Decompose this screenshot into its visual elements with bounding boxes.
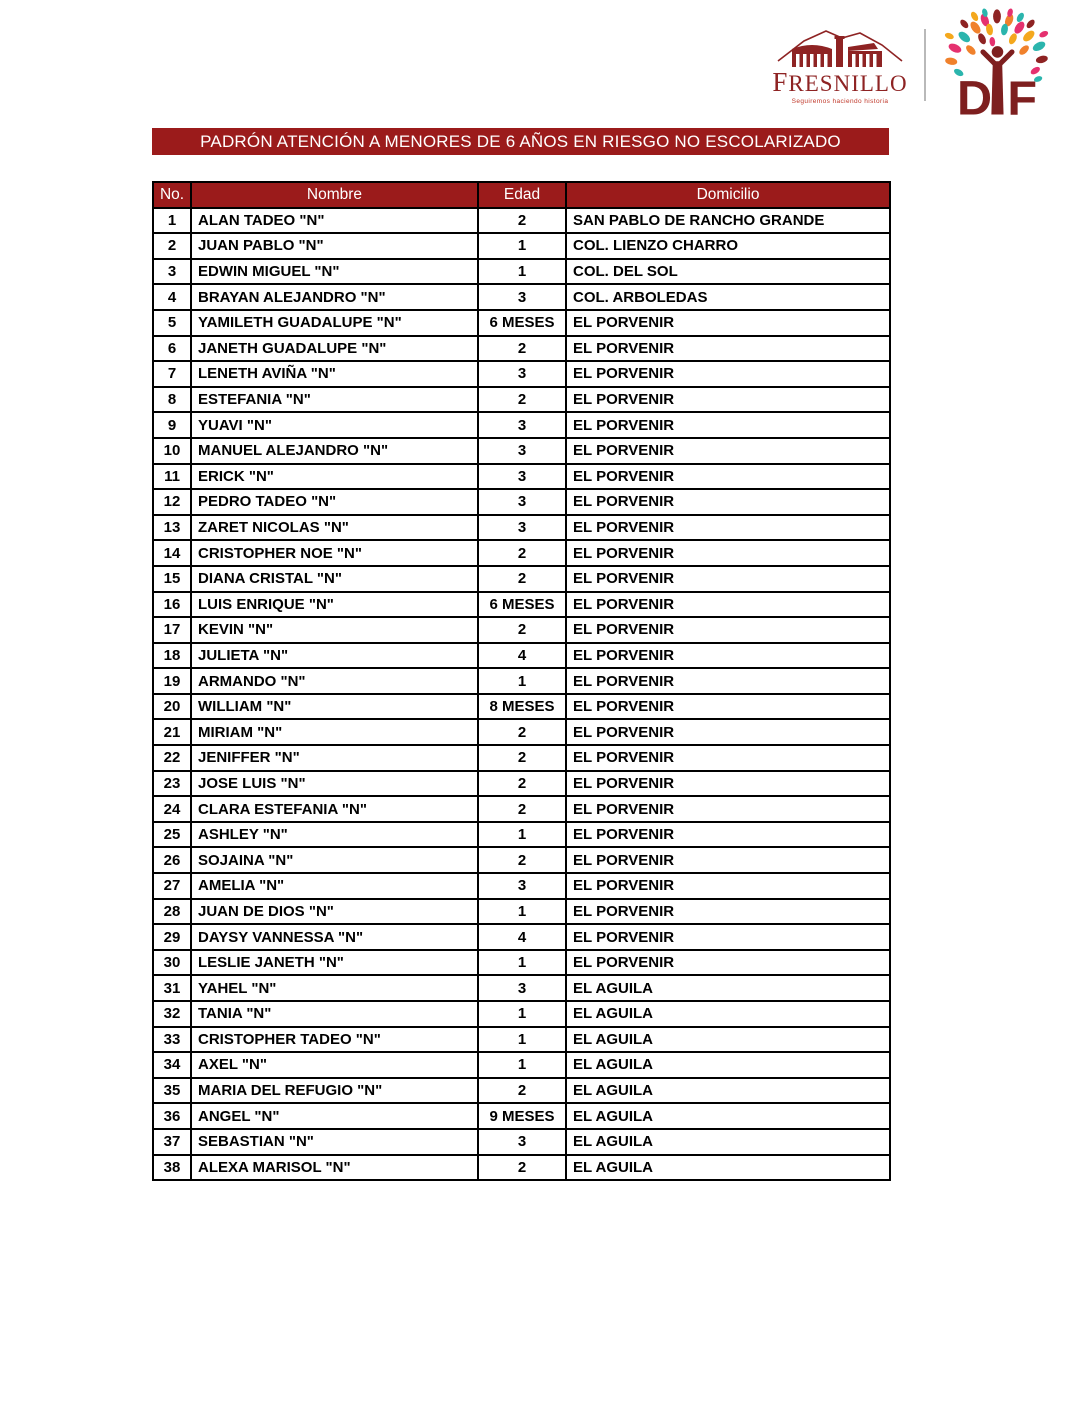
cell-nombre: MARIA DEL REFUGIO "N"	[191, 1078, 478, 1104]
cell-domicilio: SAN PABLO DE RANCHO GRANDE	[566, 208, 890, 234]
cell-domicilio: EL PORVENIR	[566, 924, 890, 950]
cell-nombre: ALEXA MARISOL "N"	[191, 1155, 478, 1181]
cell-no: 19	[153, 668, 191, 694]
cell-nombre: ZARET NICOLAS "N"	[191, 515, 478, 541]
cell-nombre: AXEL "N"	[191, 1052, 478, 1078]
cell-edad: 9 MESES	[478, 1103, 566, 1129]
table-row	[153, 515, 890, 541]
cell-edad: 8 MESES	[478, 694, 566, 720]
table-row	[153, 899, 890, 925]
table-row	[153, 847, 890, 873]
cell-edad: 3	[478, 284, 566, 310]
cell-no: 23	[153, 771, 191, 797]
cell-no: 32	[153, 1001, 191, 1027]
cell-edad: 3	[478, 1129, 566, 1155]
cell-domicilio: EL AGUILA	[566, 975, 890, 1001]
cell-edad: 1	[478, 1027, 566, 1053]
cell-no: 22	[153, 745, 191, 771]
cell-no: 35	[153, 1078, 191, 1104]
cell-nombre: YAHEL "N"	[191, 975, 478, 1001]
table-row	[153, 1078, 890, 1104]
cell-no: 27	[153, 873, 191, 899]
cell-nombre: ARMANDO "N"	[191, 668, 478, 694]
cell-nombre: ESTEFANIA "N"	[191, 387, 478, 413]
col-header-edad: Edad	[478, 182, 566, 208]
cell-domicilio: EL PORVENIR	[566, 464, 890, 490]
cell-domicilio: EL PORVENIR	[566, 719, 890, 745]
cell-edad: 2	[478, 719, 566, 745]
cell-domicilio: EL PORVENIR	[566, 310, 890, 336]
table-row	[153, 438, 890, 464]
cell-domicilio: EL PORVENIR	[566, 668, 890, 694]
cell-domicilio: EL PORVENIR	[566, 361, 890, 387]
cell-nombre: EDWIN MIGUEL "N"	[191, 259, 478, 285]
col-header-no: No.	[153, 182, 191, 208]
table-row	[153, 566, 890, 592]
cell-domicilio: EL AGUILA	[566, 1052, 890, 1078]
cell-edad: 1	[478, 233, 566, 259]
cell-no: 24	[153, 796, 191, 822]
table-row	[153, 950, 890, 976]
cell-no: 2	[153, 233, 191, 259]
cell-domicilio: EL PORVENIR	[566, 592, 890, 618]
cell-edad: 2	[478, 745, 566, 771]
cell-domicilio: EL PORVENIR	[566, 771, 890, 797]
cell-no: 29	[153, 924, 191, 950]
col-header-nombre: Nombre	[191, 182, 478, 208]
table-row	[153, 540, 890, 566]
cell-nombre: SOJAINA "N"	[191, 847, 478, 873]
cell-edad: 1	[478, 668, 566, 694]
table-row	[153, 1103, 890, 1129]
cell-no: 33	[153, 1027, 191, 1053]
cell-no: 18	[153, 643, 191, 669]
dif-logo	[940, 8, 1054, 122]
roster-table	[152, 181, 891, 1181]
cell-nombre: CLARA ESTEFANIA "N"	[191, 796, 478, 822]
cell-nombre: BRAYAN ALEJANDRO "N"	[191, 284, 478, 310]
cell-nombre: JULIETA "N"	[191, 643, 478, 669]
cell-nombre: LESLIE JANETH "N"	[191, 950, 478, 976]
table-row	[153, 387, 890, 413]
table-row	[153, 412, 890, 438]
cell-edad: 2	[478, 566, 566, 592]
table-row	[153, 1129, 890, 1155]
table-row	[153, 1027, 890, 1053]
cell-no: 12	[153, 489, 191, 515]
cell-edad: 2	[478, 208, 566, 234]
fresnillo-building-icon	[774, 25, 906, 69]
fresnillo-wordmark: FRESNILLO	[772, 67, 908, 97]
cell-domicilio: EL AGUILA	[566, 1027, 890, 1053]
cell-nombre: PEDRO TADEO "N"	[191, 489, 478, 515]
cell-edad: 4	[478, 643, 566, 669]
cell-domicilio: EL PORVENIR	[566, 489, 890, 515]
cell-edad: 2	[478, 796, 566, 822]
cell-domicilio: COL. LIENZO CHARRO	[566, 233, 890, 259]
cell-edad: 2	[478, 617, 566, 643]
cell-edad: 3	[478, 873, 566, 899]
cell-no: 38	[153, 1155, 191, 1181]
table-row	[153, 694, 890, 720]
cell-no: 21	[153, 719, 191, 745]
cell-no: 9	[153, 412, 191, 438]
page-title: PADRÓN ATENCIÓN A MENORES DE 6 AÑOS EN RIESGO NO ESCOLARIZADO	[200, 131, 841, 151]
cell-domicilio: EL PORVENIR	[566, 566, 890, 592]
table-row	[153, 873, 890, 899]
cell-domicilio: EL AGUILA	[566, 1129, 890, 1155]
cell-domicilio: COL. ARBOLEDAS	[566, 284, 890, 310]
cell-domicilio: EL AGUILA	[566, 1155, 890, 1181]
cell-nombre: AMELIA "N"	[191, 873, 478, 899]
table-row	[153, 336, 890, 362]
cell-nombre: ANGEL "N"	[191, 1103, 478, 1129]
cell-no: 30	[153, 950, 191, 976]
table-row	[153, 361, 890, 387]
cell-nombre: CRISTOPHER NOE "N"	[191, 540, 478, 566]
cell-edad: 1	[478, 899, 566, 925]
table-row	[153, 796, 890, 822]
table-row	[153, 489, 890, 515]
cell-domicilio: EL AGUILA	[566, 1001, 890, 1027]
table-row	[153, 975, 890, 1001]
table-body	[153, 208, 890, 1181]
cell-domicilio: EL AGUILA	[566, 1103, 890, 1129]
cell-nombre: TANIA "N"	[191, 1001, 478, 1027]
cell-nombre: ASHLEY "N"	[191, 822, 478, 848]
cell-edad: 3	[478, 438, 566, 464]
cell-no: 34	[153, 1052, 191, 1078]
cell-nombre: JUAN PABLO "N"	[191, 233, 478, 259]
cell-domicilio: EL AGUILA	[566, 1078, 890, 1104]
table-row	[153, 310, 890, 336]
cell-domicilio: EL PORVENIR	[566, 950, 890, 976]
cell-edad: 2	[478, 1155, 566, 1181]
cell-no: 37	[153, 1129, 191, 1155]
cell-nombre: MANUEL ALEJANDRO "N"	[191, 438, 478, 464]
cell-no: 17	[153, 617, 191, 643]
cell-domicilio: EL PORVENIR	[566, 796, 890, 822]
cell-nombre: LUIS ENRIQUE "N"	[191, 592, 478, 618]
cell-edad: 3	[478, 412, 566, 438]
cell-domicilio: EL PORVENIR	[566, 847, 890, 873]
fresnillo-tagline: Seguiremos haciendo historia	[791, 98, 889, 105]
cell-domicilio: EL PORVENIR	[566, 540, 890, 566]
cell-domicilio: COL. DEL SOL	[566, 259, 890, 285]
cell-edad: 3	[478, 361, 566, 387]
cell-nombre: JOSE LUIS "N"	[191, 771, 478, 797]
logo-header	[770, 8, 1054, 122]
cell-no: 36	[153, 1103, 191, 1129]
cell-nombre: WILLIAM "N"	[191, 694, 478, 720]
cell-nombre: DAYSY VANNESSA "N"	[191, 924, 478, 950]
table-row	[153, 592, 890, 618]
cell-no: 25	[153, 822, 191, 848]
svg-text:D: D	[957, 71, 993, 122]
cell-edad: 6 MESES	[478, 310, 566, 336]
cell-domicilio: EL PORVENIR	[566, 515, 890, 541]
table-row	[153, 745, 890, 771]
title-banner	[152, 128, 889, 155]
cell-edad: 1	[478, 259, 566, 285]
table-row	[153, 643, 890, 669]
cell-domicilio: EL PORVENIR	[566, 387, 890, 413]
table-row	[153, 1052, 890, 1078]
cell-edad: 2	[478, 771, 566, 797]
table-row	[153, 719, 890, 745]
cell-no: 4	[153, 284, 191, 310]
table-row	[153, 771, 890, 797]
table-row	[153, 668, 890, 694]
cell-domicilio: EL PORVENIR	[566, 822, 890, 848]
fresnillo-logo	[770, 25, 910, 105]
cell-edad: 2	[478, 847, 566, 873]
cell-edad: 3	[478, 515, 566, 541]
cell-domicilio: EL PORVENIR	[566, 438, 890, 464]
cell-nombre: JANETH GUADALUPE "N"	[191, 336, 478, 362]
cell-edad: 1	[478, 822, 566, 848]
table-row	[153, 822, 890, 848]
dif-tree-icon	[940, 8, 1054, 122]
cell-no: 8	[153, 387, 191, 413]
cell-no: 16	[153, 592, 191, 618]
cell-no: 11	[153, 464, 191, 490]
cell-edad: 1	[478, 1001, 566, 1027]
cell-nombre: YAMILETH GUADALUPE "N"	[191, 310, 478, 336]
cell-domicilio: EL PORVENIR	[566, 873, 890, 899]
cell-edad: 6 MESES	[478, 592, 566, 618]
cell-no: 5	[153, 310, 191, 336]
table-row	[153, 1155, 890, 1181]
cell-no: 3	[153, 259, 191, 285]
table-row	[153, 617, 890, 643]
table-row	[153, 1001, 890, 1027]
cell-no: 13	[153, 515, 191, 541]
cell-edad: 1	[478, 1052, 566, 1078]
cell-nombre: SEBASTIAN "N"	[191, 1129, 478, 1155]
cell-no: 28	[153, 899, 191, 925]
cell-domicilio: EL PORVENIR	[566, 899, 890, 925]
cell-nombre: JUAN DE DIOS "N"	[191, 899, 478, 925]
table-row	[153, 259, 890, 285]
cell-nombre: YUAVI "N"	[191, 412, 478, 438]
table-row	[153, 208, 890, 234]
table-row	[153, 924, 890, 950]
cell-nombre: CRISTOPHER TADEO "N"	[191, 1027, 478, 1053]
cell-nombre: LENETH AVIÑA "N"	[191, 361, 478, 387]
table-row	[153, 233, 890, 259]
cell-edad: 3	[478, 464, 566, 490]
cell-edad: 3	[478, 489, 566, 515]
cell-no: 6	[153, 336, 191, 362]
cell-nombre: ALAN TADEO "N"	[191, 208, 478, 234]
cell-nombre: MIRIAM "N"	[191, 719, 478, 745]
cell-no: 20	[153, 694, 191, 720]
cell-domicilio: EL PORVENIR	[566, 643, 890, 669]
cell-nombre: DIANA CRISTAL "N"	[191, 566, 478, 592]
cell-no: 15	[153, 566, 191, 592]
cell-edad: 2	[478, 387, 566, 413]
cell-edad: 3	[478, 975, 566, 1001]
cell-nombre: KEVIN "N"	[191, 617, 478, 643]
cell-domicilio: EL PORVENIR	[566, 694, 890, 720]
cell-no: 7	[153, 361, 191, 387]
cell-edad: 2	[478, 336, 566, 362]
cell-nombre: ERICK "N"	[191, 464, 478, 490]
cell-no: 14	[153, 540, 191, 566]
cell-domicilio: EL PORVENIR	[566, 412, 890, 438]
cell-edad: 2	[478, 1078, 566, 1104]
cell-no: 1	[153, 208, 191, 234]
cell-domicilio: EL PORVENIR	[566, 745, 890, 771]
cell-edad: 2	[478, 540, 566, 566]
table-header-row	[153, 182, 890, 208]
logo-divider	[924, 29, 926, 101]
table-row	[153, 464, 890, 490]
cell-edad: 4	[478, 924, 566, 950]
col-header-domicilio: Domicilio	[566, 182, 890, 208]
cell-edad: 1	[478, 950, 566, 976]
cell-no: 26	[153, 847, 191, 873]
table-row	[153, 284, 890, 310]
cell-domicilio: EL PORVENIR	[566, 336, 890, 362]
cell-no: 31	[153, 975, 191, 1001]
cell-domicilio: EL PORVENIR	[566, 617, 890, 643]
svg-text:F: F	[1007, 71, 1038, 122]
cell-nombre: JENIFFER "N"	[191, 745, 478, 771]
cell-no: 10	[153, 438, 191, 464]
